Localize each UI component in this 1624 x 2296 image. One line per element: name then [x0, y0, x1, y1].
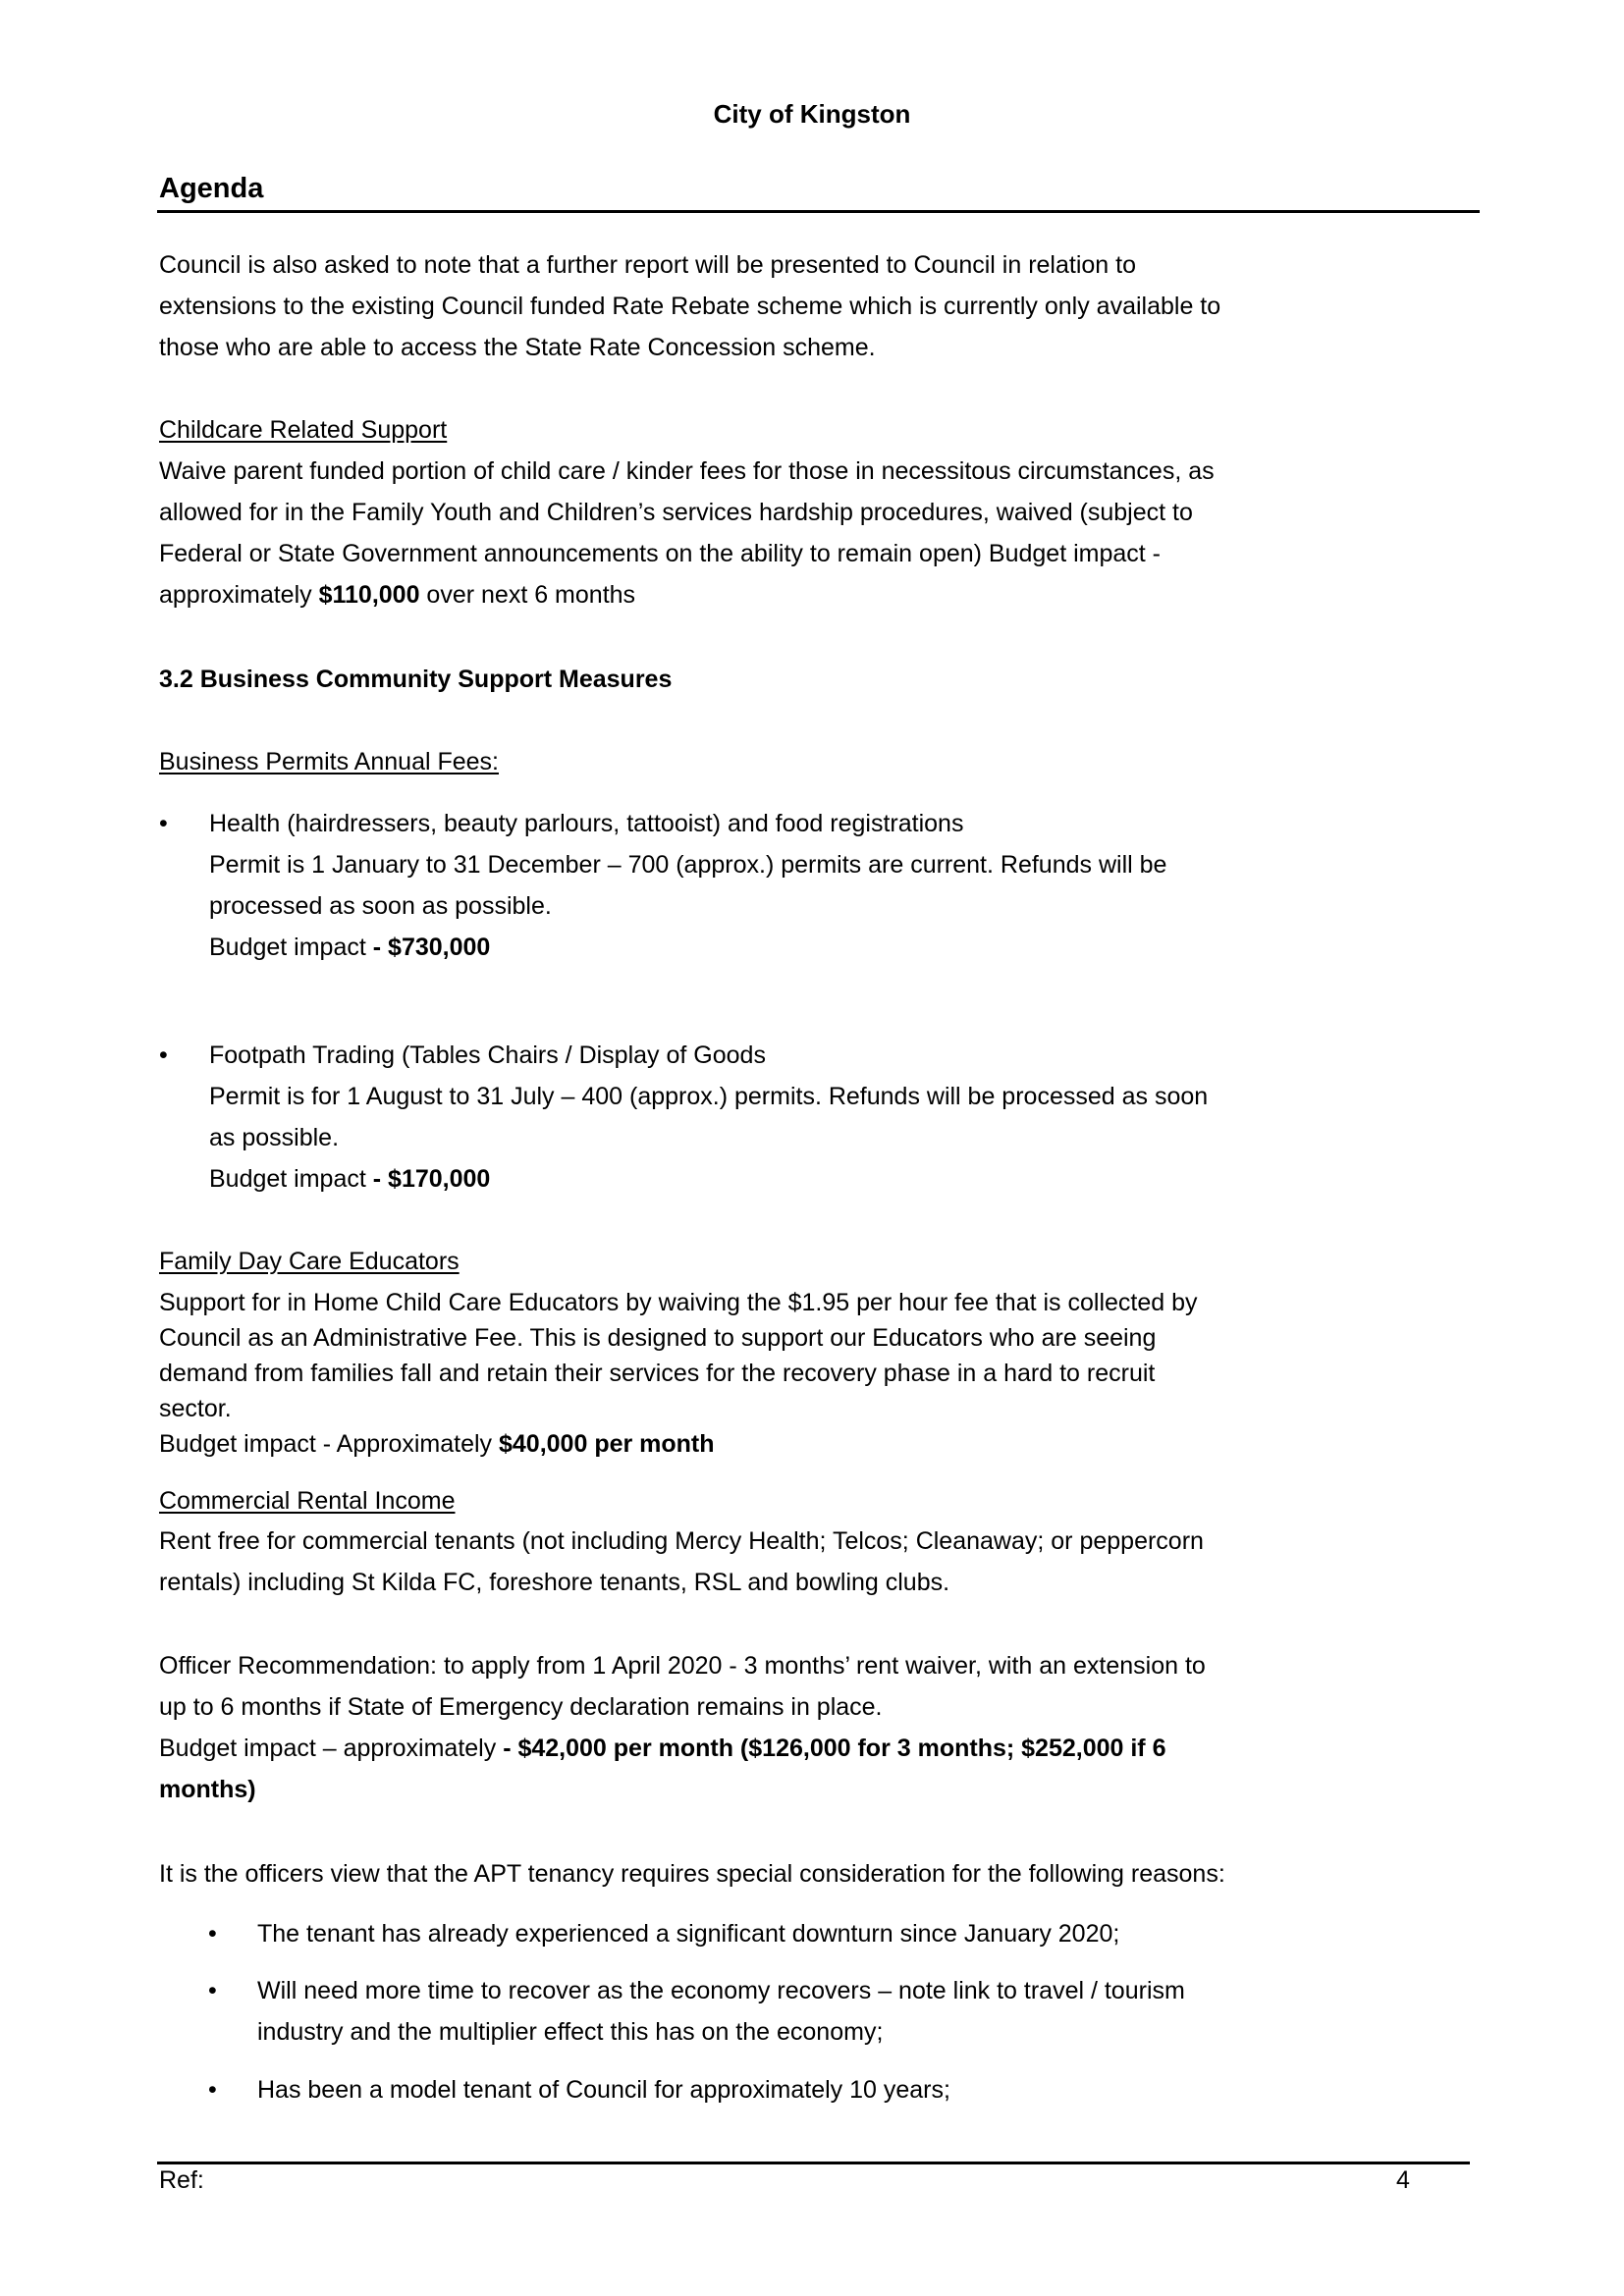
- recommendation-line: Officer Recommendation: to apply from 1 April 2020 - 3 months’ rent waiver, with an extension to: [159, 1652, 1206, 1680]
- document-title: City of Kingston: [713, 99, 911, 129]
- permit-item-title: Health (hairdressers, beauty parlours, tattooist) and food registrations: [209, 810, 964, 837]
- bullet-icon: •: [159, 1041, 168, 1069]
- apt-reason: The tenant has already experienced a significant downturn since January 2020;: [257, 1920, 1120, 1948]
- commercial-budget: [159, 1734, 1165, 1763]
- commercial-budget-continued: months): [159, 1776, 256, 1803]
- bullet-icon: •: [208, 1977, 217, 2004]
- childcare-budget-prefix: approximately: [159, 581, 319, 609]
- bullet-icon: •: [208, 2076, 217, 2104]
- bullet-icon: •: [208, 1920, 217, 1948]
- page-number: 4: [1396, 2166, 1410, 2194]
- intro-line: Council is also asked to note that a further report will be presented to Council in relation to: [159, 251, 1136, 279]
- section-heading-agenda: Agenda: [159, 173, 264, 204]
- permit-item-line: Permit is 1 January to 31 December – 700 (approx.) permits are current. Refunds will be: [209, 851, 1167, 879]
- intro-line: extensions to the existing Council funded Rate Rebate scheme which is currently only available to: [159, 293, 1221, 320]
- childcare-line: allowed for in the Family Youth and Children’s services hardship procedures, waived (subject to: [159, 499, 1193, 526]
- childcare-heading: Childcare Related Support: [159, 416, 448, 444]
- bullet-icon: •: [159, 810, 168, 837]
- commercial-line: Rent free for commercial tenants (not including Mercy Health; Telcos; Cleanaway; or peppercorn: [159, 1527, 1204, 1555]
- apt-reason: Has been a model tenant of Council for approximately 10 years;: [257, 2076, 950, 2104]
- budget-value: $40,000 per month: [499, 1430, 715, 1458]
- permit-item-line: as possible.: [209, 1124, 340, 1151]
- family-day-care-line: sector.: [159, 1395, 232, 1422]
- family-day-care-line: Support for in Home Child Care Educators by waiving the $1.95 per hour fee that is collected by: [159, 1289, 1198, 1316]
- footer-rule: [157, 2162, 1470, 2164]
- family-day-care-heading: Family Day Care Educators: [159, 1248, 460, 1275]
- permit-item-line: processed as soon as possible.: [209, 892, 552, 920]
- family-day-care-line: demand from families fall and retain their services for the recovery phase in a hard to recruit: [159, 1360, 1156, 1387]
- budget-label: Budget impact: [209, 1165, 373, 1193]
- footer-ref: Ref:: [159, 2166, 204, 2194]
- recommendation-line: up to 6 months if State of Emergency declaration remains in place.: [159, 1693, 883, 1721]
- budget-value: - $730,000: [372, 934, 491, 961]
- childcare-budget-amount: $110,000: [318, 581, 420, 609]
- childcare-budget-line: [159, 580, 635, 610]
- permits-heading: Business Permits Annual Fees:: [159, 748, 499, 775]
- permit-item-budget: [209, 933, 490, 962]
- family-day-care-budget: [159, 1429, 715, 1459]
- permit-item-budget: [209, 1164, 490, 1194]
- apt-reason-continued: industry and the multiplier effect this has on the economy;: [257, 2018, 884, 2046]
- header-rule: [157, 210, 1480, 213]
- intro-line: those who are able to access the State Rate Concession scheme.: [159, 334, 876, 361]
- permit-item-line: Permit is for 1 August to 31 July – 400 (approx.) permits. Refunds will be processed as soon: [209, 1083, 1209, 1110]
- commercial-heading: Commercial Rental Income: [159, 1487, 456, 1515]
- apt-intro: It is the officers view that the APT tenancy requires special consideration for the following reasons:: [159, 1860, 1225, 1888]
- childcare-budget-suffix: over next 6 months: [419, 581, 636, 609]
- budget-label: Budget impact – approximately: [159, 1735, 504, 1762]
- family-day-care-line: Council as an Administrative Fee. This is designed to support our Educators who are seeing: [159, 1324, 1157, 1352]
- commercial-line: rentals) including St Kilda FC, foreshore tenants, RSL and bowling clubs.: [159, 1569, 950, 1596]
- childcare-line: Federal or State Government announcements on the ability to remain open) Budget impact -: [159, 540, 1162, 567]
- childcare-line: Waive parent funded portion of child care / kinder fees for those in necessitous circumstances, as: [159, 457, 1215, 485]
- budget-label: Budget impact: [209, 934, 373, 961]
- business-heading: 3.2 Business Community Support Measures: [159, 666, 673, 693]
- permit-item-title: Footpath Trading (Tables Chairs / Display of Goods: [209, 1041, 766, 1069]
- budget-value: - $170,000: [372, 1165, 491, 1193]
- budget-label: Budget impact - Approximately: [159, 1430, 499, 1458]
- budget-value: - $42,000 per month ($126,000 for 3 months; $252,000 if 6: [503, 1735, 1166, 1762]
- apt-reason: Will need more time to recover as the economy recovers – note link to travel / tourism: [257, 1977, 1185, 2004]
